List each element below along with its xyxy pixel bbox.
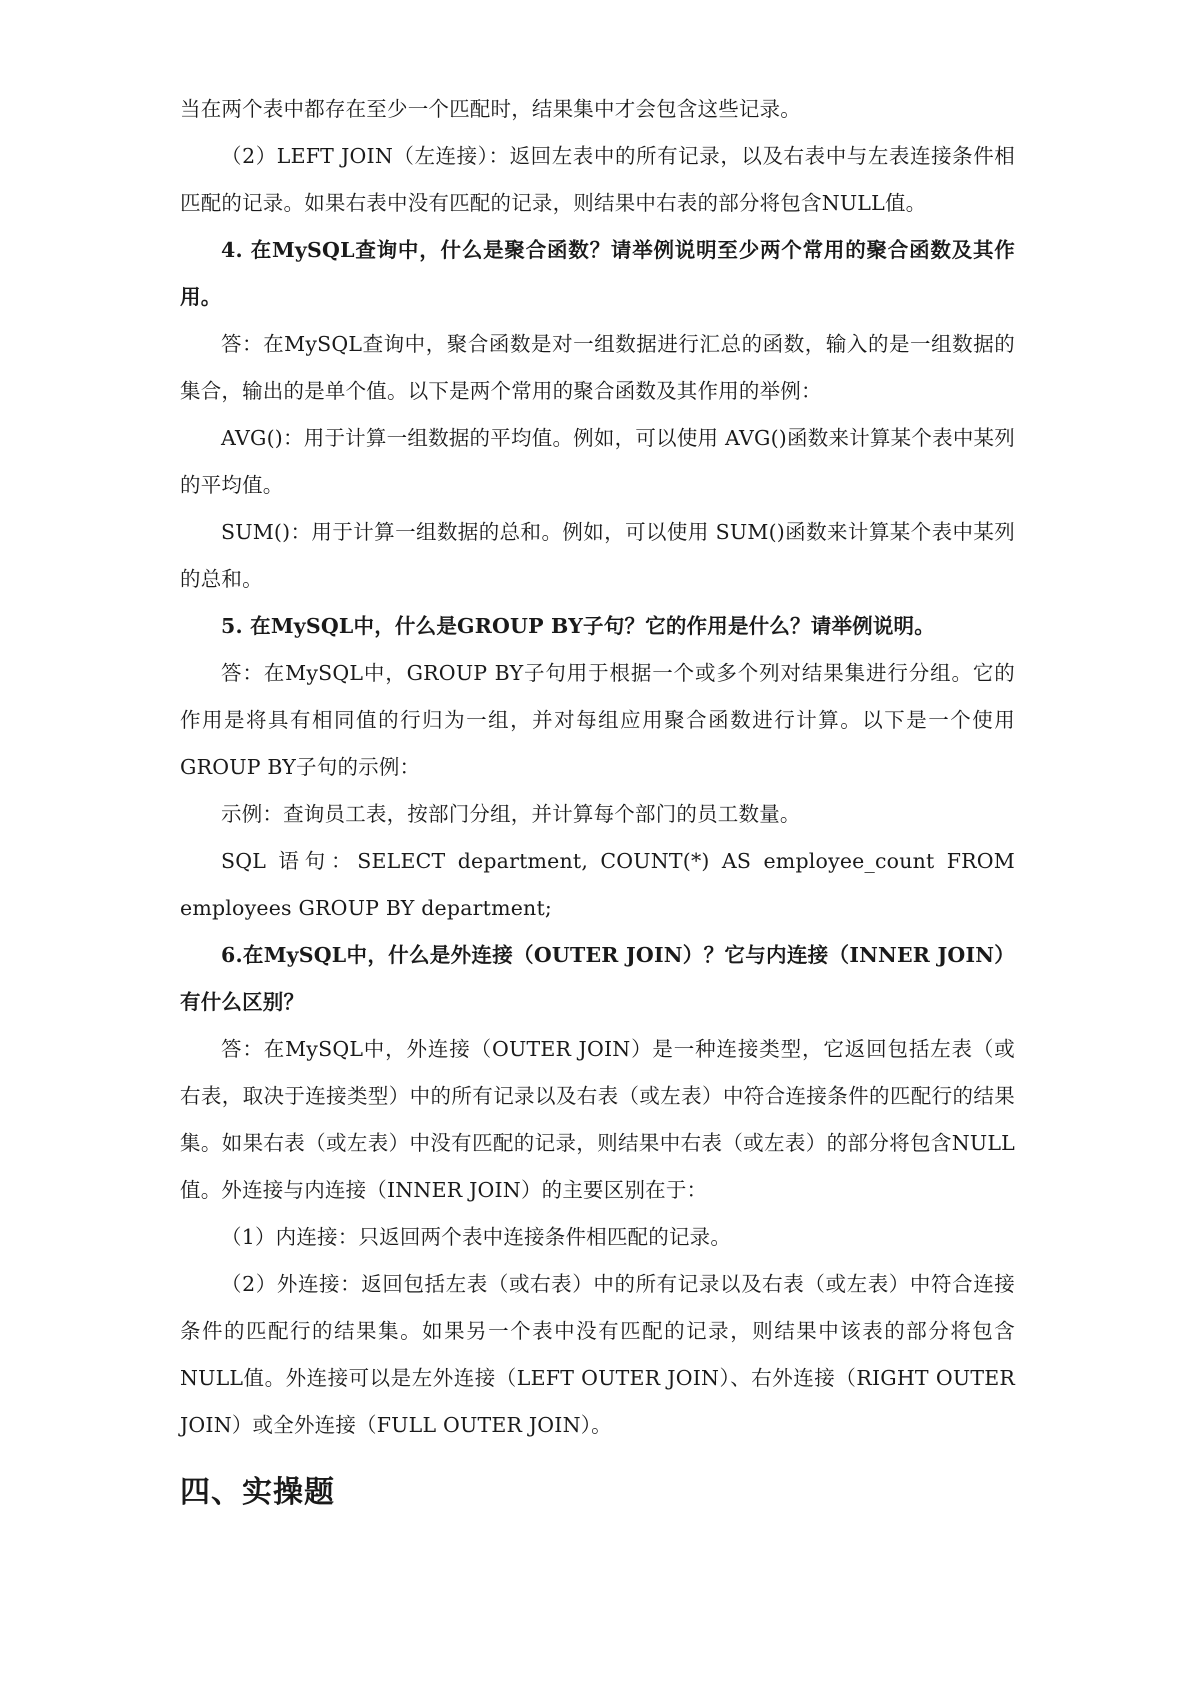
answer-6-intro: 答：在MySQL中，外连接（OUTER JOIN）是一种连接类型，它返回包括左表（或右表，取决于连接类型）中的所有记录以及右表（或左表）中符合连接条件的匹配行的结果集。如果右表（或左表）中没有匹配的记录，则结果中右表（或左表）的部分将包含NULL值。外连接与内连接（INNER JOIN）的主要区别在于： (180, 1037, 1015, 1202)
answer-4-sum: SUM()：用于计算一组数据的总和。例如，可以使用 SUM()函数来计算某个表中某列的总和。 (180, 520, 1015, 591)
question-6-heading: 6.在MySQL中，什么是外连接（OUTER JOIN）？它与内连接（INNER JOIN）有什么区别？ (180, 943, 1015, 1014)
question-4-heading: 4. 在MySQL查询中，什么是聚合函数？请举例说明至少两个常用的聚合函数及其作用。 (180, 238, 1015, 309)
answer-6-inner-join: （1）内连接：只返回两个表中连接条件相匹配的记录。 (221, 1225, 732, 1249)
answer-5-example: 示例：查询员工表，按部门分组，并计算每个部门的员工数量。 (221, 802, 801, 826)
answer-4-avg: AVG()：用于计算一组数据的平均值。例如，可以使用 AVG()函数来计算某个表中某列的平均值。 (180, 426, 1015, 497)
question-5-heading: 5. 在MySQL中，什么是GROUP BY子句？它的作用是什么？请举例说明。 (221, 614, 935, 638)
paragraph-left-join: （2）LEFT JOIN（左连接）：返回左表中的所有记录，以及右表中与左表连接条件相匹配的记录。如果右表中没有匹配的记录，则结果中右表的部分将包含NULL值。 (180, 144, 1015, 215)
sql-line-2: employees GROUP BY department; (180, 896, 552, 920)
section-heading-practical: 四、实操题 (180, 1475, 335, 1510)
answer-4-intro: 答：在MySQL查询中，聚合函数是对一组数据进行汇总的函数，输入的是一组数据的集合，输出的是单个值。以下是两个常用的聚合函数及其作用的举例： (180, 332, 1015, 403)
paragraph-inner-join-continuation: 当在两个表中都存在至少一个匹配时，结果集中才会包含这些记录。 (180, 97, 801, 121)
answer-6-outer-join: （2）外连接：返回包括左表（或右表）中的所有记录以及右表（或左表）中符合连接条件的匹配行的结果集。如果另一个表中没有匹配的记录，则结果中该表的部分将包含NULL值。外连接可以是左外连接（LEFT OUTER JOIN）、右外连接（RIGHT OUTER JOIN）或全外连接（FULL OUTER JOIN）。 (180, 1272, 1015, 1437)
answer-5-intro: 答：在MySQL中，GROUP BY子句用于根据一个或多个列对结果集进行分组。它的作用是将具有相同值的行归为一组，并对每组应用聚合函数进行计算。以下是一个使用GROUP BY子句的示例： (180, 661, 1015, 779)
sql-line-1: SQL 语句：SELECT department, COUNT(*) AS employee_count FROM (221, 849, 1015, 873)
sql-statement (180, 838, 1015, 932)
